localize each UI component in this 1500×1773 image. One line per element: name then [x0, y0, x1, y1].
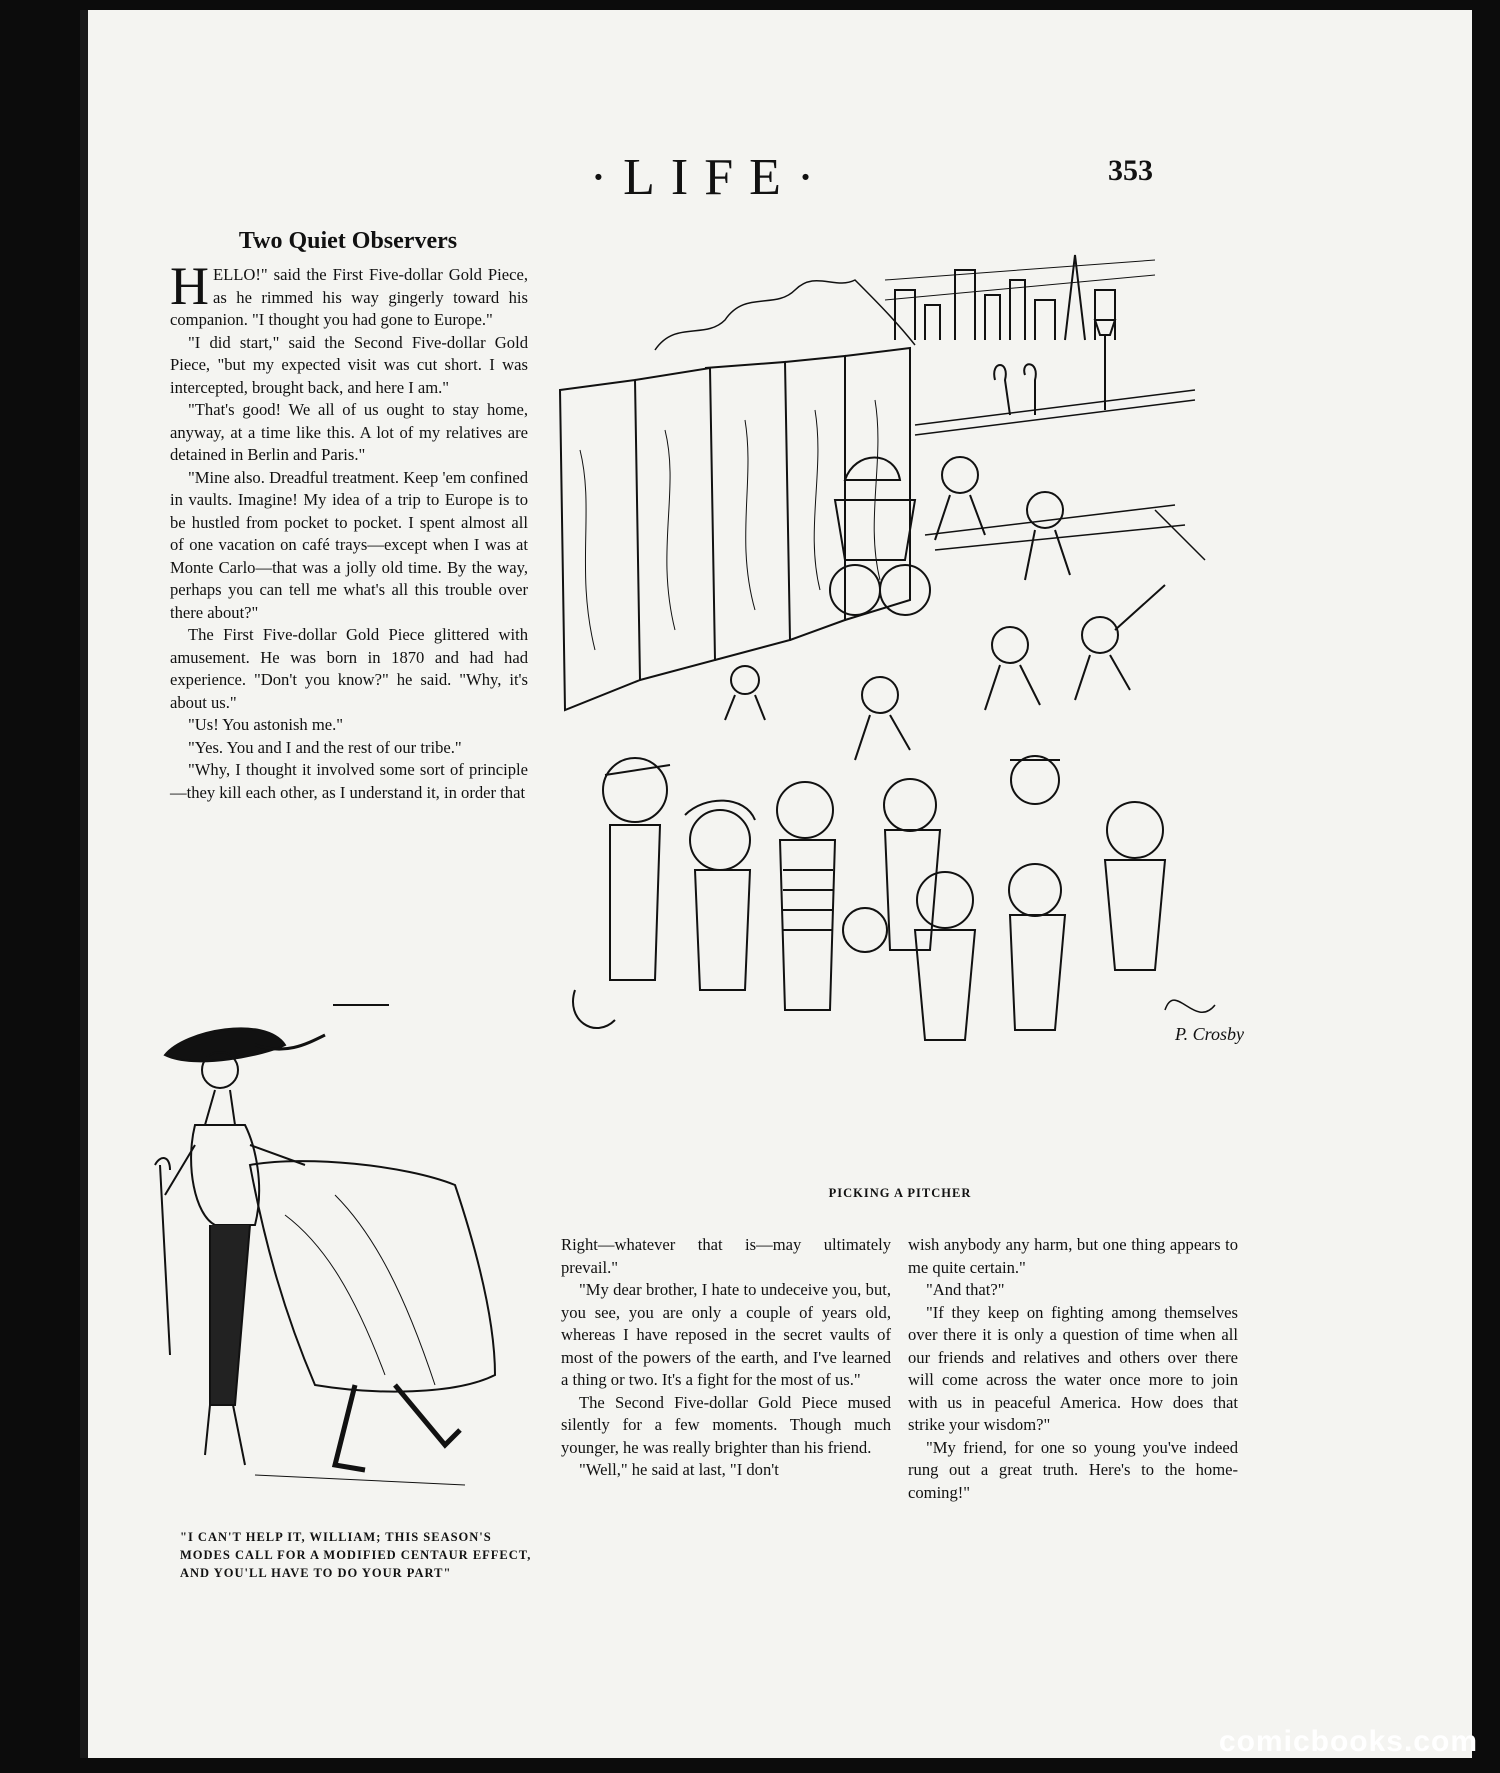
group-of-boys	[573, 756, 1165, 1040]
side-cartoon-caption: "I CAN'T HELP IT, WILLIAM; THIS SEASON'S MODES CALL FOR A MODIFIED CENTAUR EFFECT, AND YOU'LL HAVE TO DO YOUR PART"	[180, 1530, 532, 1580]
lamp-post	[1095, 320, 1115, 410]
paragraph: "Mine also. Dreadful treatment. Keep 'em confined in vaults. Imagine! My idea of a trip to Europe is to be hustled from pocket to pocket. I spent almost all of one vacation on café trays—except when I was at Monte Carlo—that was a jolly old time. By the way, perhaps you can tell me what's all this trouble over there about?"	[170, 467, 528, 622]
site-watermark: comicbooks.com	[1218, 1725, 1478, 1758]
paragraph: "I did start," said the Second Five-dollar Gold Piece, "but my expected visit was cut short. I was intercepted, brought back, and here I am."	[170, 332, 528, 397]
paragraph: "Yes. You and I and the rest of our tribe."	[188, 737, 462, 757]
main-cartoon-caption: PICKING A PITCHER	[828, 1186, 972, 1200]
pedestrians	[994, 364, 1036, 415]
centaur-fashion-cartoon	[155, 1015, 540, 1525]
paragraph: "My friend, for one so young you've indeed rung out a great truth. Here's to the home-coming!"	[908, 1437, 1238, 1502]
paragraph: "If they keep on fighting among themselves over there it is only a question of time when all our friends and relatives and others over there will come across the water once more to join with us in peaceful America. How does that strike your wisdom?"	[908, 1302, 1238, 1434]
draped-cloth	[250, 1161, 495, 1391]
artist-signature: P. Crosby	[1175, 1024, 1245, 1044]
william-legs	[335, 1385, 460, 1470]
paragraph-text: ELLO!" said the First Five-dollar Gold Piece, as he rimmed his way gingerly toward his companion. "I thought you had gone to Europe."	[170, 265, 528, 329]
fashionable-woman	[165, 1052, 305, 1465]
paragraph: "My dear brother, I hate to undeceive you, but, you see, you are only a couple of years old, whereas I have reposed in the secret vaults of most of the powers of the earth, and I've learned a thing or two. It's a fight for the most of us."	[561, 1280, 891, 1389]
large-hat	[165, 1028, 285, 1061]
paragraph: The Second Five-dollar Gold Piece mused silently for a few moments. Though much younger, he was really brighter than his friend.	[561, 1392, 891, 1457]
umbrella	[155, 1158, 170, 1355]
paragraph: Right—whatever that is—may ultimately prevail."	[561, 1235, 891, 1277]
section-rule	[333, 1004, 389, 1006]
paragraph: "Us! You astonish me."	[188, 715, 344, 734]
city-skyline	[885, 255, 1155, 340]
article-column-1	[170, 256, 528, 804]
shrubs	[655, 280, 915, 350]
article-title: Two Quiet Observers	[238, 228, 458, 254]
paragraph: "Well," he said at last, "I don't	[579, 1460, 779, 1479]
running-children	[725, 457, 1165, 760]
article-column-3	[908, 1234, 1238, 1504]
magazine-header: ·LIFE·	[589, 149, 831, 206]
picking-a-pitcher-cartoon	[555, 250, 1245, 1150]
drop-cap: H	[170, 256, 209, 316]
paragraph: The First Five-dollar Gold Piece glittered with amusement. He was born in 1870 and had had experience. "Don't you know?" he said. "Why, it's about us."	[170, 625, 528, 712]
article-column-2	[561, 1234, 891, 1482]
page-number: 353	[1108, 154, 1153, 187]
paragraph: "Why, I thought it involved some sort of principle—they kill each other, as I understand it, in order that	[170, 760, 528, 802]
paragraph: "That's good! We all of us ought to stay home, anyway, at a time like this. A lot of my relatives are detained in Berlin and Paris."	[170, 400, 528, 464]
paragraph: "And that?"	[926, 1280, 1005, 1299]
page-spine	[80, 10, 88, 1758]
paragraph: wish anybody any harm, but one thing appears to me quite certain."	[908, 1235, 1238, 1277]
artist-signature-mark	[1165, 1000, 1215, 1012]
wooden-fence	[560, 348, 910, 710]
paragraph	[170, 256, 528, 332]
